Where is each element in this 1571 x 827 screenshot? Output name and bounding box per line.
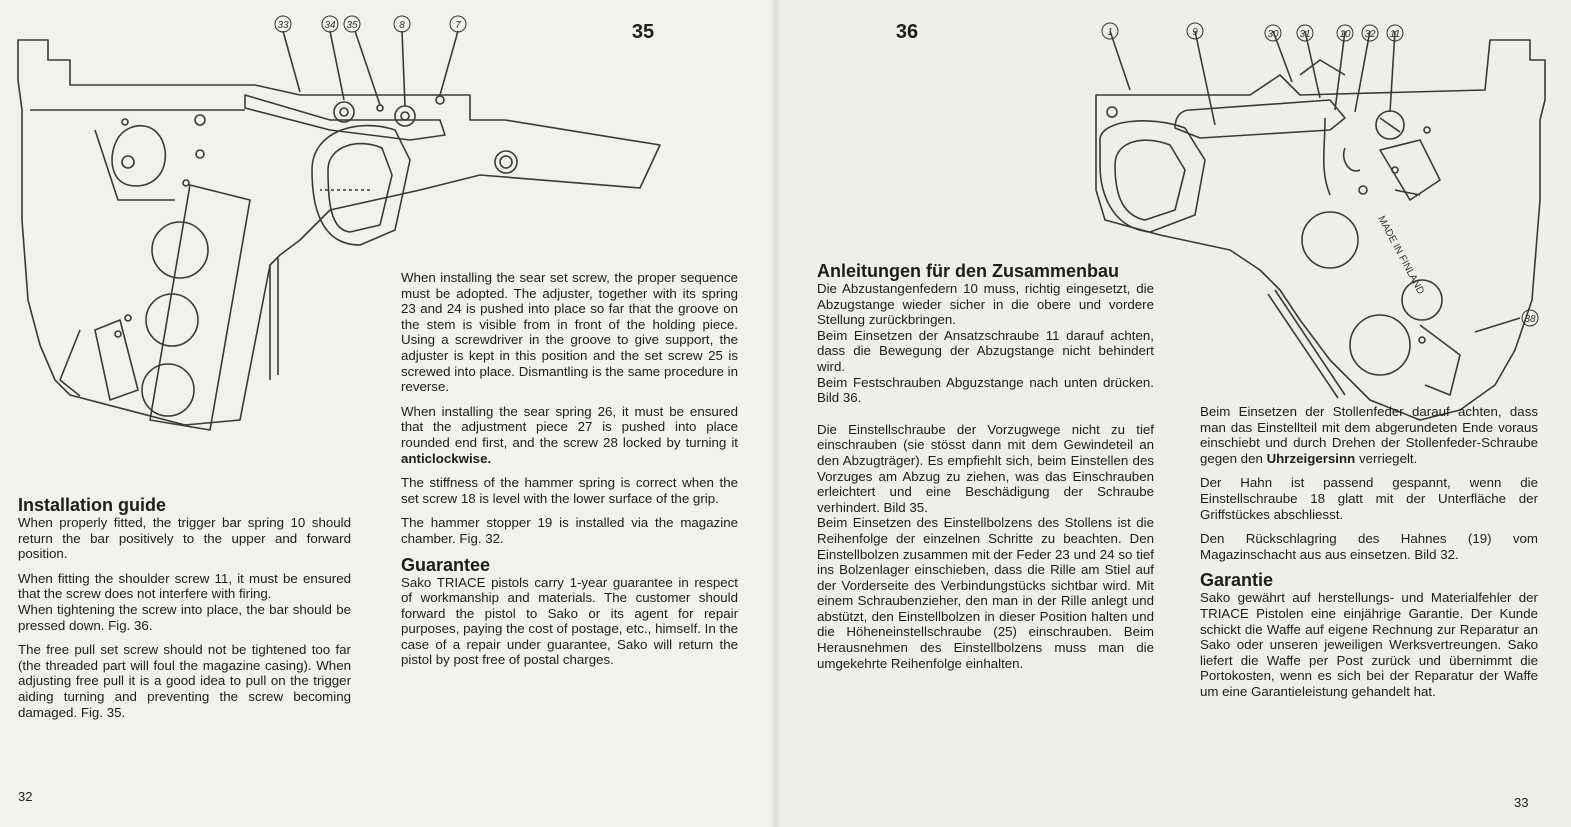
- page-number-right: 33: [1514, 795, 1529, 810]
- callout-8: 8: [399, 20, 405, 31]
- figure-number-35: 35: [631, 21, 655, 43]
- paragraph: When tightening the screw into place, the bar should be pressed down. Fig. 36.: [18, 601, 351, 633]
- callout-10: 10: [1339, 29, 1351, 40]
- heading-garantie: Garantie: [1200, 570, 1274, 591]
- heading-guarantee: Guarantee: [401, 554, 491, 575]
- paragraph: Beim Festschrauben Abguzstange nach unten drücken. Bild 36.: [817, 374, 1154, 406]
- heading-anleitungen: Anleitungen für den Zusammenbau: [817, 261, 1120, 281]
- paragraph: Die Abzustangenfedern 10 muss, richtig eingesetzt, die Abzugstange wieder sicher in die obere und vordere Stellung zurückbringen.: [817, 281, 1154, 328]
- callout-30: 30: [1267, 29, 1279, 40]
- callout-32: 32: [1364, 29, 1376, 40]
- figure-number-36: 36: [895, 21, 919, 43]
- callout-11: 11: [1389, 29, 1401, 40]
- paragraph: The stiffness of the hammer spring is correct when the set screw 18 is level with the lower surface of the grip.: [401, 475, 738, 506]
- callout-1: 1: [1107, 27, 1113, 38]
- callout-31: 31: [1299, 29, 1311, 40]
- paragraph: Den Rückschlagring des Hahnes (19) vom Magazinschacht aus aus einsetzen. Bild 32.: [1200, 531, 1538, 562]
- column-english-continued: [401, 270, 738, 677]
- callout-35: 35: [346, 20, 358, 31]
- bold-term: Uhrzeigersinn: [1266, 450, 1356, 466]
- page-number-left: 32: [18, 789, 33, 804]
- bold-term: anticlockwise.: [401, 450, 492, 466]
- callout-38: 38: [1524, 314, 1536, 325]
- paragraph: Sako gewährt auf herstellungs- und Materialfehler der TRIACE Pistolen eine einjährige Garantie. Der Kunde schickt die Waffe auf eigene Rechnung zur Reparatur an Sako oder unseren jeweiligen Werksvertreungen. Sako liefert die Waffe per Post zurück und übernimmt die Portokosten, wenn es sich bei der Reparatur der Waffe um eine Garantieleistung gehandelt hat.: [1200, 590, 1538, 699]
- paragraph: When properly fitted, the trigger bar spring 10 should return the bar positively to the upper and forward position.: [18, 515, 351, 562]
- heading-installation-guide: Installation guide: [18, 495, 167, 515]
- paragraph: The hammer stopper 19 is installed via the magazine chamber. Fig. 32.: [401, 515, 738, 546]
- paragraph: The free pull set screw should not be tightened too far (the threaded part will foul the magazine casing). When adjusting free pull it is a good idea to pull on the trigger aiding turning and preventing the screw becoming damaged. Fig. 35.: [18, 642, 351, 720]
- paragraph: When fitting the shoulder screw 11, it must be ensured that the screw does not interfere with firing.: [18, 570, 351, 602]
- column-installation-guide: [18, 496, 351, 729]
- callout-34: 34: [324, 20, 336, 31]
- callout-33: 33: [277, 20, 289, 31]
- paragraph: Beim Einsetzen des Einstellbolzens des Stollens ist die Reihenfolge der einzelnen Schritte zu beachten. Den Einstellbolzen zusammen mit der Feder 23 und 24 so tief ins Bolzenlager einschieben, dass die Rille am Stiel auf der Vorderseite des Verbindungstücks sichtbar wird. Mit einem Schraubenzieher, den man in der Rille anlegt und abstützt, den Einstellbolzen in dieser Position halten und die Höheneinstellschraube (25) einschrauben. Beim Herausnehmen des Einstellbolzens muss man die umgekehrte Reihenfolge einhalten.: [817, 515, 1154, 671]
- paragraph: Die Einstellschraube der Vorzugwege nicht zu tief einschrauben (sie stösst dann mit dem Gewindeteil an den Abzugträger). Es empfiehlt sich, beim Einstellen des Vorzuges am Abzug zu ziehen, was das Einschrauben erleichtert und eine Beschädigung der Schraube verhindert. Bild 35.: [817, 421, 1154, 515]
- column-anleitungen: [817, 262, 1154, 680]
- callout-7: 7: [455, 20, 461, 31]
- figure-36-frame: [1096, 31, 1545, 420]
- column-german-continued: [1200, 404, 1538, 709]
- paragraph: Beim Einsetzen der Stollenfeder darauf achten, dass man das Einstellteil mit dem abgerundeten Ende voraus einschiebt und durch Drehen der Stollenfeder-Schraube gegen den Uhrzeigersinn verriegelt.: [1200, 404, 1538, 466]
- callout-9: 9: [1192, 27, 1198, 38]
- paragraph: When installing the sear set screw, the proper sequence must be adopted. The adjuster, together with its spring 23 and 24 is pushed into place so far that the groove on the stem is visible from in front of the holding piece. Using a screwdriver in the groove to give support, the adjuster is kept in this position and the set screw 25 is screwed into place. Dismantling is the same procedure in reverse.: [401, 270, 738, 395]
- paragraph: Sako TRIACE pistols carry 1-year guarantee in respect of workmanship and materials. The customer should forward the pistol to Sako or its agent for repair purposes, paying the cost of postage, etc., himself. In the case of a repair under guarantee, Sako will return the pistol by post free of postal charges.: [401, 574, 738, 668]
- paragraph: When installing the sear spring 26, it must be ensured that the adjustment piece 27 is pushed into place rounded end first, and the screw 28 locked by turning it anticlockwise.: [401, 403, 738, 466]
- made-in-finland-stamp: MADE IN FINLAND: [1375, 214, 1427, 297]
- paragraph: Beim Einsetzen der Ansatzschraube 11 darauf achten, dass die Bewegung der Abzugstange nicht behindert wird.: [817, 327, 1154, 374]
- paragraph: Der Hahn ist passend gespannt, wenn die Einstellschraube 18 glatt mit der Unterfläche der Griffstückes abschliesst.: [1200, 475, 1538, 522]
